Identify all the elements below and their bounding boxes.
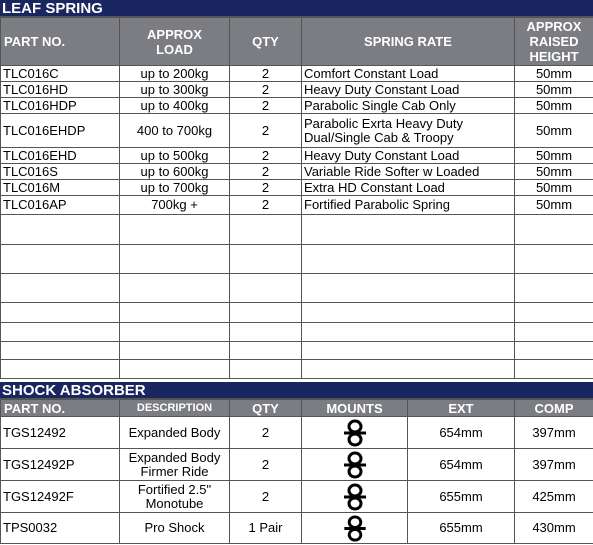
empty-row: [1, 360, 593, 379]
spring-rate: Parabolic Exrta Heavy Duty Dual/Single Cab & Troopy: [302, 114, 515, 148]
spring-rate: Heavy Duty Constant Load: [302, 82, 515, 98]
approx-load: up to 500kg: [120, 148, 230, 164]
empty-cell: [515, 342, 593, 360]
empty-cell: [120, 303, 230, 323]
table-row: [1, 82, 593, 98]
approx-load: 700kg +: [120, 196, 230, 215]
empty-cell: [1, 303, 120, 323]
part-number: TPS0032: [1, 513, 120, 544]
empty-cell: [230, 342, 302, 360]
empty-row: [1, 303, 593, 323]
part-number: TGS12492P: [1, 449, 120, 481]
approx-load: 400 to 700kg: [120, 114, 230, 148]
empty-cell: [515, 360, 593, 379]
leaf-header-height: APPROX RAISED HEIGHT: [515, 18, 593, 66]
qty: 2: [230, 417, 302, 449]
comp-length: 425mm: [515, 481, 593, 513]
spring-rate: Comfort Constant Load: [302, 66, 515, 82]
part-number: TLC016EHD: [1, 148, 120, 164]
empty-row: [1, 245, 593, 274]
part-number: TLC016AP: [1, 196, 120, 215]
comp-length: 397mm: [515, 417, 593, 449]
empty-row: [1, 342, 593, 360]
qty: 2: [230, 180, 302, 196]
raised-height: 50mm: [515, 196, 593, 215]
description: Fortified 2.5" Monotube: [120, 481, 230, 513]
empty-cell: [1, 360, 120, 379]
leaf-spring-title: LEAF SPRING: [0, 0, 593, 17]
empty-cell: [120, 360, 230, 379]
qty: 2: [230, 196, 302, 215]
table-row: [1, 164, 593, 180]
shock-absorber-table: [0, 399, 593, 544]
eye-eye-mount-icon: [340, 514, 370, 543]
empty-cell: [302, 342, 515, 360]
part-number: TLC016C: [1, 66, 120, 82]
comp-length: 397mm: [515, 449, 593, 481]
part-number: TGS12492F: [1, 481, 120, 513]
empty-cell: [515, 215, 593, 245]
empty-cell: [120, 323, 230, 342]
leaf-header-qty: QTY: [230, 18, 302, 66]
ext-length: 654mm: [408, 417, 515, 449]
mounts-cell: [302, 449, 408, 481]
empty-cell: [302, 323, 515, 342]
raised-height: 50mm: [515, 180, 593, 196]
approx-load: up to 600kg: [120, 164, 230, 180]
shock-header-comp: COMP: [515, 400, 593, 417]
approx-load: up to 400kg: [120, 98, 230, 114]
eye-eye-mount-icon: [340, 418, 370, 448]
leaf-header-rate: SPRING RATE: [302, 18, 515, 66]
empty-cell: [230, 245, 302, 274]
spring-rate: Fortified Parabolic Spring: [302, 196, 515, 215]
empty-cell: [302, 360, 515, 379]
empty-row: [1, 215, 593, 245]
part-number: TLC016S: [1, 164, 120, 180]
empty-cell: [230, 274, 302, 303]
mounts-cell: [302, 513, 408, 544]
shock-header-mounts: MOUNTS: [302, 400, 408, 417]
table-row: [1, 481, 593, 513]
part-number: TLC016EHDP: [1, 114, 120, 148]
empty-cell: [515, 245, 593, 274]
empty-cell: [515, 303, 593, 323]
table-row: [1, 66, 593, 82]
raised-height: 50mm: [515, 82, 593, 98]
spring-rate: Heavy Duty Constant Load: [302, 148, 515, 164]
eye-eye-mount-icon: [340, 482, 370, 512]
shock-header-qty: QTY: [230, 400, 302, 417]
leaf-header-row: [1, 18, 593, 66]
leaf-header-load: APPROX LOAD: [120, 18, 230, 66]
spring-rate: Extra HD Constant Load: [302, 180, 515, 196]
approx-load: up to 300kg: [120, 82, 230, 98]
eye-eye-mount-icon: [340, 450, 370, 480]
empty-cell: [120, 215, 230, 245]
qty: 1 Pair: [230, 513, 302, 544]
shock-header-part: PART NO.: [1, 400, 120, 417]
qty: 2: [230, 82, 302, 98]
ext-length: 655mm: [408, 513, 515, 544]
qty: 2: [230, 449, 302, 481]
table-row: [1, 449, 593, 481]
raised-height: 50mm: [515, 164, 593, 180]
mounts-cell: [302, 481, 408, 513]
shock-header-ext: EXT: [408, 400, 515, 417]
empty-cell: [230, 215, 302, 245]
empty-cell: [1, 215, 120, 245]
qty: 2: [230, 164, 302, 180]
qty: 2: [230, 66, 302, 82]
empty-cell: [302, 303, 515, 323]
shock-absorber-title: SHOCK ABSORBER: [0, 382, 593, 399]
shock-header-row: [1, 400, 593, 417]
qty: 2: [230, 481, 302, 513]
comp-length: 430mm: [515, 513, 593, 544]
ext-length: 655mm: [408, 481, 515, 513]
empty-cell: [120, 274, 230, 303]
table-row: [1, 196, 593, 215]
empty-row: [1, 274, 593, 303]
qty: 2: [230, 98, 302, 114]
empty-cell: [230, 360, 302, 379]
empty-cell: [1, 323, 120, 342]
empty-cell: [1, 274, 120, 303]
leaf-header-part: PART NO.: [1, 18, 120, 66]
description: Expanded Body: [120, 417, 230, 449]
table-row: [1, 417, 593, 449]
part-number: TGS12492: [1, 417, 120, 449]
empty-cell: [302, 215, 515, 245]
table-row: [1, 148, 593, 164]
table-row: [1, 180, 593, 196]
raised-height: 50mm: [515, 114, 593, 148]
ext-length: 654mm: [408, 449, 515, 481]
empty-cell: [302, 245, 515, 274]
empty-cell: [1, 245, 120, 274]
empty-cell: [120, 342, 230, 360]
description: Pro Shock: [120, 513, 230, 544]
empty-cell: [1, 342, 120, 360]
empty-cell: [515, 323, 593, 342]
qty: 2: [230, 148, 302, 164]
table-row: [1, 513, 593, 544]
spring-rate: Parabolic Single Cab Only: [302, 98, 515, 114]
description: Expanded Body Firmer Ride: [120, 449, 230, 481]
empty-cell: [120, 245, 230, 274]
part-number: TLC016HD: [1, 82, 120, 98]
empty-cell: [230, 303, 302, 323]
spring-rate: Variable Ride Softer w Loaded: [302, 164, 515, 180]
empty-row: [1, 323, 593, 342]
raised-height: 50mm: [515, 148, 593, 164]
raised-height: 50mm: [515, 66, 593, 82]
empty-cell: [302, 274, 515, 303]
raised-height: 50mm: [515, 98, 593, 114]
leaf-spring-table: [0, 17, 593, 379]
empty-cell: [515, 274, 593, 303]
empty-cell: [230, 323, 302, 342]
table-row: [1, 114, 593, 148]
part-number: TLC016HDP: [1, 98, 120, 114]
approx-load: up to 700kg: [120, 180, 230, 196]
table-row: [1, 98, 593, 114]
approx-load: up to 200kg: [120, 66, 230, 82]
mounts-cell: [302, 417, 408, 449]
qty: 2: [230, 114, 302, 148]
part-number: TLC016M: [1, 180, 120, 196]
shock-header-desc: DESCRIPTION: [120, 400, 230, 417]
